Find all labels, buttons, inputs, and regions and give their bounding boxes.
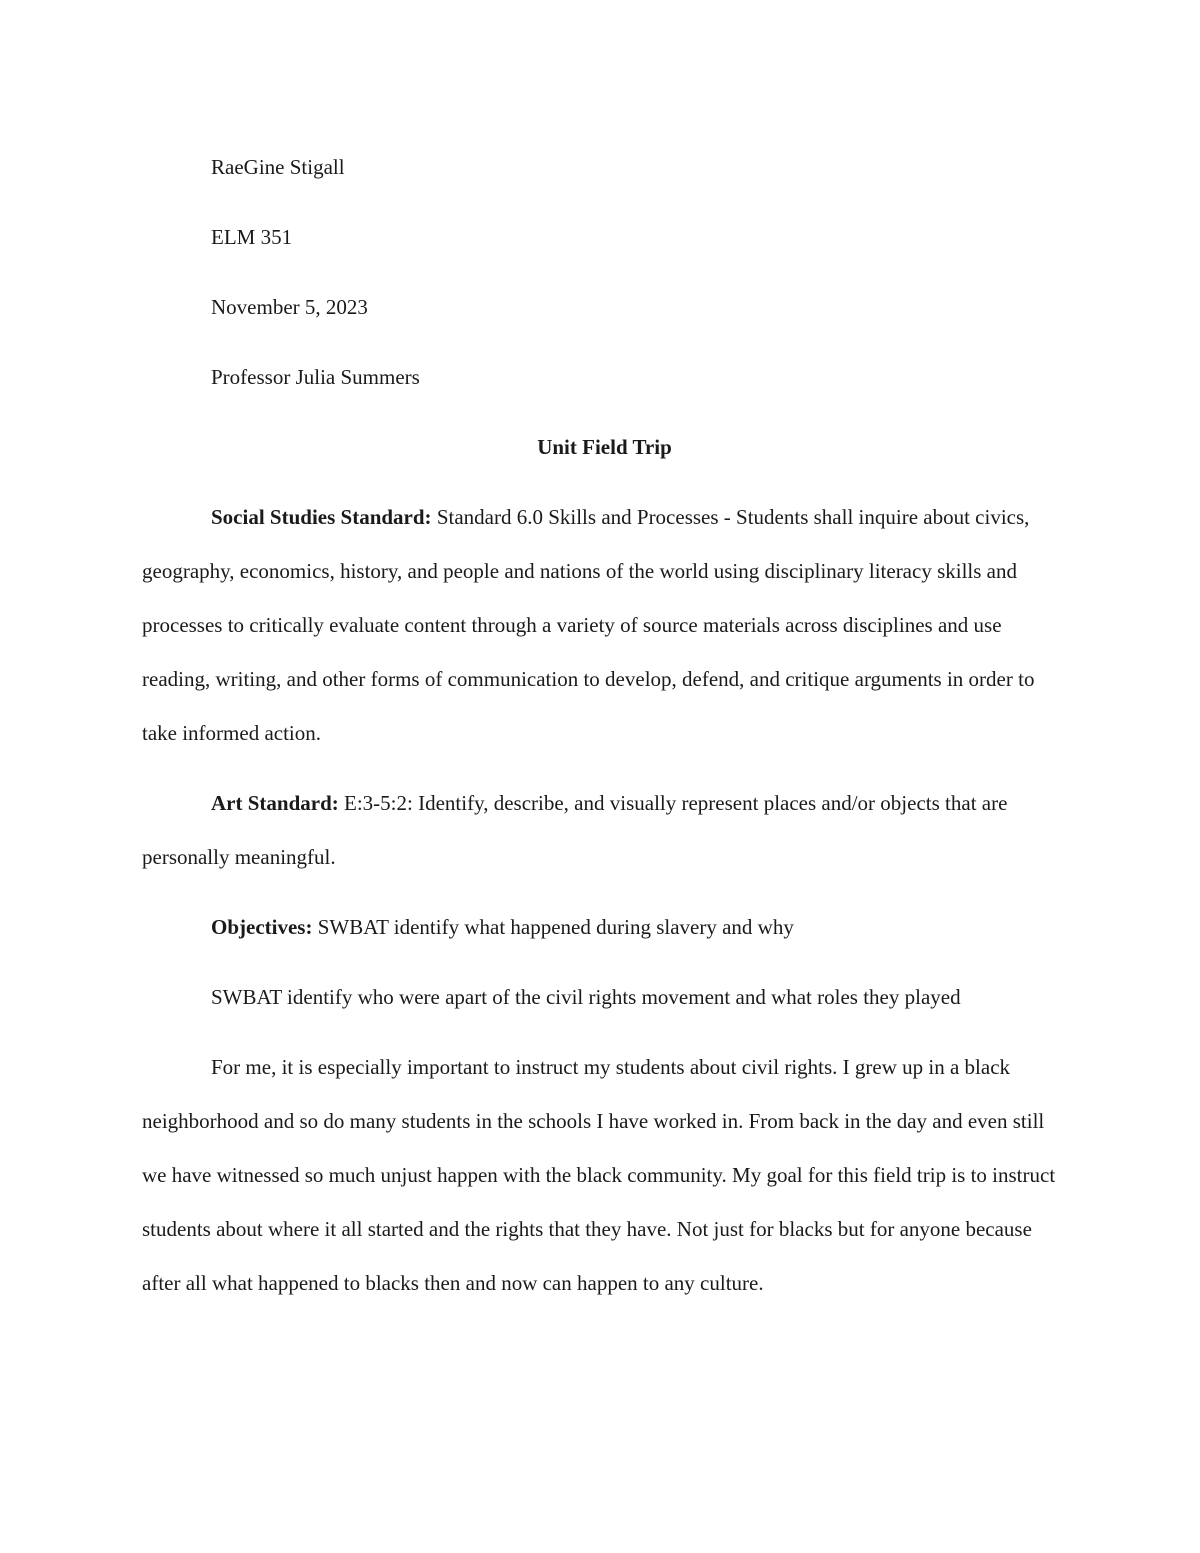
social-studies-standard-paragraph	[142, 490, 1067, 760]
art-standard-paragraph	[142, 776, 1067, 884]
art-standard-text: E:3-5:2: Identify, describe, and visually represent places and/or objects that are personally meaningful.	[142, 791, 1008, 869]
social-studies-standard-text: Standard 6.0 Skills and Processes - Students shall inquire about civics, geography, economics, history, and people and nations of the world using disciplinary literacy skills and processes to critically evaluate content through a variety of source materials across disciplines and use reading, writing, and other forms of communication to develop, defend, and critique arguments in order to take informed action.	[142, 505, 1035, 745]
professor-name: Professor Julia Summers	[211, 365, 420, 389]
social-studies-standard-label: Social Studies Standard:	[211, 505, 432, 529]
objective-first: SWBAT identify what happened during slavery and why	[317, 915, 794, 939]
objectives-paragraph	[142, 900, 1067, 954]
author-name: RaeGine Stigall	[211, 155, 345, 179]
objective-second: SWBAT identify who were apart of the civil rights movement and what roles they played	[211, 985, 961, 1009]
document-body	[142, 140, 1067, 1326]
document-date: November 5, 2023	[211, 295, 368, 319]
course-code: ELM 351	[211, 225, 293, 249]
document-title: Unit Field Trip	[537, 435, 672, 459]
reflection-paragraph: For me, it is especially important to instruct my students about civil rights. I grew up in a black neighborhood and so do many students in the schools I have worked in. From back in the day and even still we have witnessed so much unjust happen with the black community. My goal for this field trip is to instruct students about where it all started and the rights that they have. Not just for blacks but for anyone because after all what happened to blacks then and now can happen to any culture.	[142, 1055, 1056, 1295]
objectives-label: Objectives:	[211, 915, 313, 939]
art-standard-label: Art Standard:	[211, 791, 339, 815]
